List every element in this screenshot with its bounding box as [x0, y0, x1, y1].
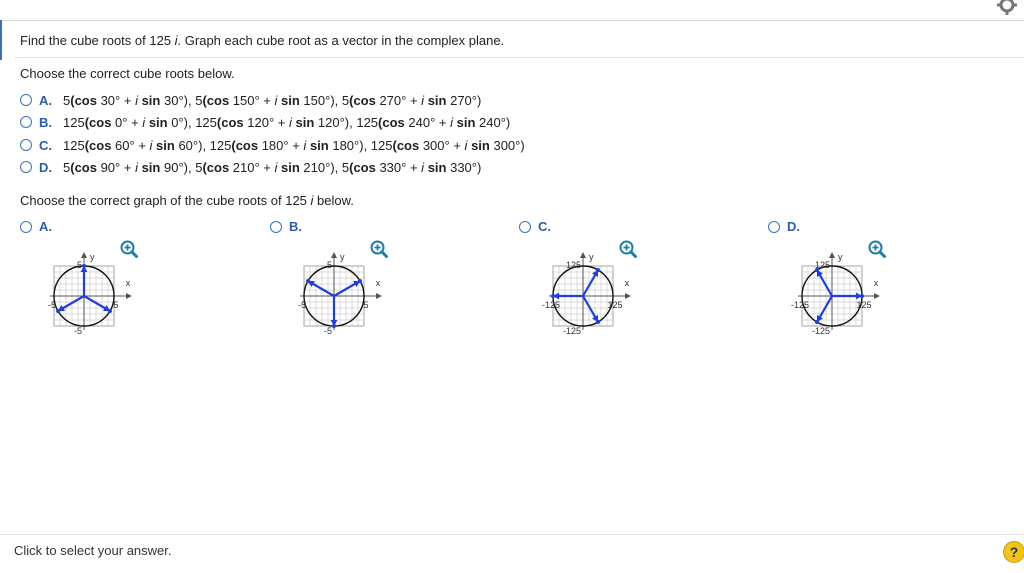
tick-label: -5 [297, 300, 307, 310]
tick-label: x [624, 278, 630, 288]
radio-button[interactable] [20, 161, 32, 173]
tick-label: 125 [607, 300, 623, 310]
graph-option-a[interactable] [20, 219, 63, 234]
option-text: 5(cos 90° + i sin 90°), 5(cos 210° + i sin 210°), 5(cos 330° + i sin 330°) [63, 159, 482, 175]
top-divider [0, 20, 1024, 21]
option-letter: B. [39, 114, 52, 130]
zoom-in-icon[interactable] [868, 240, 886, 258]
roots-prompt: Choose the correct cube roots below. [20, 66, 235, 81]
tick-label: y [90, 252, 95, 262]
root-point [551, 294, 555, 298]
help-icon[interactable]: ? [1003, 541, 1024, 563]
tick-label: 125 [565, 260, 581, 270]
option-letter: C. [538, 219, 551, 234]
zoom-in-icon[interactable] [619, 240, 637, 258]
tick-label: 5 [76, 260, 82, 270]
question-marker [0, 20, 2, 60]
tick-label: 5 [363, 300, 369, 310]
root-point [108, 309, 112, 313]
graph-prompt: Choose the correct graph of the cube roots of 125 i below. [20, 193, 354, 208]
root-option-c[interactable] [20, 136, 525, 154]
complex-plane-graph [792, 240, 912, 340]
tick-label: x [375, 278, 381, 288]
option-letter: D. [39, 159, 52, 175]
tick-label: -5 [73, 326, 82, 336]
option-letter: C. [39, 137, 52, 153]
tick-label: 125 [814, 260, 830, 270]
tick-label: y [838, 252, 843, 262]
option-letter: D. [787, 219, 800, 234]
radio-button[interactable] [20, 221, 32, 233]
graph-option-b[interactable] [270, 219, 313, 234]
tick-label: 5 [326, 260, 332, 270]
root-option-a[interactable] [20, 91, 481, 109]
radio-button[interactable] [20, 116, 32, 128]
root-point [306, 279, 310, 283]
radio-button[interactable] [20, 94, 32, 106]
y-axis-arrow [81, 252, 87, 258]
tick-label: y [340, 252, 345, 262]
root-point [860, 294, 864, 298]
tick-label: 125 [856, 300, 872, 310]
x-axis-arrow [376, 293, 382, 299]
root-point [56, 309, 60, 313]
graph-option-c[interactable] [519, 219, 562, 234]
x-axis-arrow [126, 293, 132, 299]
footer-divider [0, 534, 1024, 535]
root-point [596, 268, 600, 272]
radio-button[interactable] [20, 139, 32, 151]
option-text: 125(cos 0° + i sin 0°), 125(cos 120° + i sin 120°), 125(cos 240° + i sin 240°) [63, 114, 511, 130]
y-axis-arrow [829, 252, 835, 258]
tick-label: -5 [323, 326, 332, 336]
root-point [332, 324, 336, 328]
question-text: Find the cube roots of 125 i. Graph each cube root as a vector in the complex plane. [20, 33, 505, 48]
complex-plane-graph [543, 240, 663, 340]
option-text: 125(cos 60° + i sin 60°), 125(cos 180° + i sin 180°), 125(cos 300° + i sin 300°) [63, 137, 525, 153]
footer-instruction: Click to select your answer. [14, 543, 172, 558]
root-option-b[interactable] [20, 113, 510, 131]
option-text: 5(cos 30° + i sin 30°), 5(cos 150° + i sin 150°), 5(cos 270° + i sin 270°) [63, 92, 482, 108]
tick-label: -125 [562, 326, 581, 336]
option-letter: A. [39, 219, 52, 234]
radio-button[interactable] [768, 221, 780, 233]
root-point [358, 279, 362, 283]
root-point [596, 320, 600, 324]
tick-label: x [873, 278, 879, 288]
zoom-in-icon[interactable] [370, 240, 388, 258]
x-axis-arrow [874, 293, 880, 299]
x-axis-arrow [625, 293, 631, 299]
tick-label: 5 [113, 300, 119, 310]
question-divider [14, 57, 1024, 58]
tick-label: y [589, 252, 594, 262]
graph-option-d[interactable] [768, 219, 811, 234]
option-letter: A. [39, 92, 52, 108]
complex-plane-graph [294, 240, 414, 340]
tick-label: x [125, 278, 131, 288]
tick-label: -125 [790, 300, 810, 310]
root-point [82, 264, 86, 268]
tick-label: -5 [47, 300, 57, 310]
complex-plane-graph [44, 240, 164, 340]
root-point [815, 320, 819, 324]
root-option-d[interactable] [20, 158, 481, 176]
gear-icon[interactable] [996, 0, 1018, 16]
y-axis-arrow [331, 252, 337, 258]
tick-label: -125 [811, 326, 830, 336]
tick-label: -125 [541, 300, 561, 310]
radio-button[interactable] [270, 221, 282, 233]
y-axis-arrow [580, 252, 586, 258]
zoom-in-icon[interactable] [120, 240, 138, 258]
radio-button[interactable] [519, 221, 531, 233]
option-letter: B. [289, 219, 302, 234]
